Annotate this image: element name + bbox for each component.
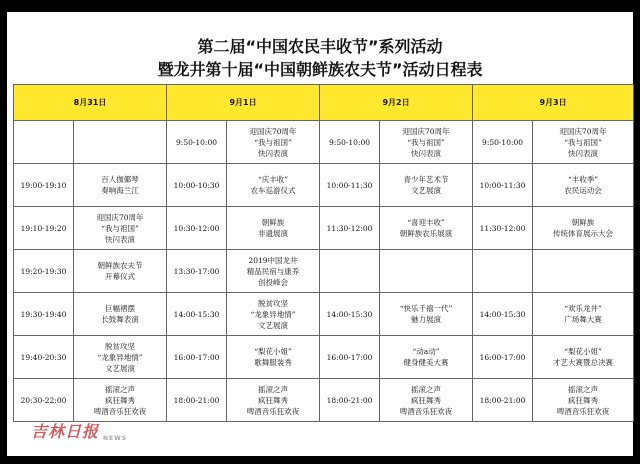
- time-cell-day-4: 14:00-15:30: [473, 293, 533, 336]
- event-line: 百人伽倻琴: [101, 175, 139, 184]
- time-cell-day-1: 19:20-19:30: [14, 250, 74, 293]
- event-line: 朝鲜族: [571, 218, 595, 227]
- page-title: 第二届“中国农民丰收节”系列活动: [197, 37, 443, 56]
- time-cell-day-1: 19:10-19:20: [14, 207, 74, 250]
- event-cell-day-1: [74, 121, 167, 164]
- table-row: [14, 336, 634, 379]
- event-line: 迎国庆70周年: [249, 126, 297, 136]
- event-cell-day-4: [533, 379, 634, 422]
- event-cell-day-3: [380, 164, 473, 207]
- event-cell-day-1: [74, 207, 167, 250]
- time-cell-day-2: 13:30-17:00: [167, 250, 227, 293]
- event-line: 文艺展演: [105, 363, 135, 373]
- event-line: 迎国庆70周年: [559, 126, 607, 136]
- header-day-3: 9月2日: [320, 85, 473, 121]
- event-line: 传统体育展示大会: [553, 229, 614, 238]
- event-line: 广场舞大赛: [564, 315, 602, 324]
- event-line: 才艺大赛暨总决赛: [553, 358, 614, 367]
- event-cell-day-2: [227, 164, 320, 207]
- event-line: 摇滚之声: [105, 384, 135, 394]
- event-line: “我与祖国”: [101, 223, 139, 233]
- event-cell-day-2: [227, 379, 320, 422]
- event-line: 快闪表演: [258, 148, 289, 158]
- time-cell-day-1: 20:30-22:00: [14, 379, 74, 422]
- event-line: 啤酒音乐狂欢夜: [246, 406, 300, 416]
- time-cell-day-2: 9:50-10:00: [167, 121, 227, 164]
- event-line: 疯狂舞秀: [568, 395, 599, 405]
- event-cell-day-4: [533, 336, 634, 379]
- event-line: 农民运动会: [564, 186, 602, 195]
- time-cell-day-4: [473, 250, 533, 293]
- event-line: 朝鲜族农夫节: [97, 261, 143, 270]
- event-line: 健身健美大赛: [403, 358, 449, 367]
- event-line: 青少年艺术节: [403, 175, 449, 184]
- header-day-4: 9月3日: [473, 85, 634, 121]
- event-line: “庆丰收”: [257, 175, 289, 184]
- event-line: 农车巡游仪式: [250, 186, 296, 195]
- event-line: 魅力展演: [411, 315, 442, 324]
- event-cell-day-3: [380, 121, 473, 164]
- event-line: 快闪表演: [568, 148, 599, 158]
- event-cell-day-4: [533, 121, 634, 164]
- event-line: 摇滚之声: [258, 384, 289, 394]
- event-cell-day-4: [533, 293, 634, 336]
- table-row: [14, 250, 634, 293]
- event-cell-day-2: [227, 336, 320, 379]
- event-line: “丰收季”: [567, 175, 599, 184]
- event-line: 巨幅褶摆: [105, 304, 135, 313]
- time-cell-day-3: 18:00-21:00: [320, 379, 380, 422]
- time-cell-day-1: 19:40-20:30: [14, 336, 74, 379]
- event-cell-day-4: [533, 207, 634, 250]
- event-cell-day-1: [74, 164, 167, 207]
- event-line: 疯狂舞秀: [105, 395, 135, 405]
- event-line: “我与祖国”: [254, 137, 292, 147]
- time-cell-day-4: 10:00-11:30: [473, 164, 533, 207]
- header-row: [14, 85, 634, 121]
- event-cell-day-2: [227, 207, 320, 250]
- event-line: 文艺展演: [258, 320, 289, 330]
- event-cell-day-1: [74, 336, 167, 379]
- event-cell-day-2: [227, 121, 320, 164]
- table-row: [14, 293, 634, 336]
- time-cell-day-1: 19:00-19:10: [14, 164, 74, 207]
- header-day-1: 8月31日: [14, 85, 167, 121]
- time-cell-day-3: 9:50-10:00: [320, 121, 380, 164]
- event-line: 脱贫攻坚: [258, 298, 289, 308]
- event-line: “我与祖国”: [407, 137, 445, 147]
- schedule-page: [7, 12, 633, 456]
- event-line: 摇滚之声: [568, 384, 599, 394]
- event-line: 迎国庆70周年: [96, 212, 144, 222]
- time-cell-day-4: 18:00-21:00: [473, 379, 533, 422]
- page-subtitle: 暨龙井第十届“中国朝鲜族农夫节”活动日程表: [157, 60, 483, 79]
- event-line: 朝鲜族农乐展演: [399, 229, 453, 238]
- event-line: “动a动”: [412, 347, 440, 356]
- header-day-2: 9月1日: [167, 85, 320, 121]
- watermark-logo: 吉林日报: [31, 422, 100, 441]
- event-line: 快闪表演: [411, 148, 442, 158]
- time-cell-day-1: 19:30-19:40: [14, 293, 74, 336]
- event-cell-day-3: [380, 250, 473, 293]
- event-line: “喜迎丰收”: [407, 218, 445, 227]
- time-cell-day-4: 11:30-12:00: [473, 207, 533, 250]
- event-cell-day-1: [74, 250, 167, 293]
- table-row: [14, 164, 634, 207]
- time-cell-day-3: [320, 250, 380, 293]
- event-line: 啤酒音乐狂欢夜: [399, 406, 453, 416]
- event-line: 2019中国龙井: [248, 255, 298, 265]
- table-row: [14, 207, 634, 250]
- event-line: 歌舞服装秀: [254, 358, 292, 367]
- event-cell-day-3: [380, 379, 473, 422]
- event-line: 疯狂舞秀: [258, 395, 289, 405]
- event-line: 奏响海兰江: [101, 186, 139, 195]
- event-cell-day-4: [533, 164, 634, 207]
- time-cell-day-1: [14, 121, 74, 164]
- event-line: 迎国庆70周年: [402, 126, 450, 136]
- time-cell-day-2: 10:00-10:30: [167, 164, 227, 207]
- event-cell-day-3: [380, 293, 473, 336]
- event-line: 啤酒音乐狂欢夜: [93, 406, 147, 416]
- time-cell-day-4: 16:00-17:00: [473, 336, 533, 379]
- time-cell-day-2: 16:00-17:00: [167, 336, 227, 379]
- event-line: 快闪表演: [105, 234, 135, 244]
- event-cell-day-3: [380, 207, 473, 250]
- time-cell-day-2: 10:30-12:00: [167, 207, 227, 250]
- event-line: 开幕仪式: [105, 272, 135, 281]
- event-line: 啤酒音乐狂欢夜: [556, 406, 610, 416]
- event-cell-day-3: [380, 336, 473, 379]
- event-line: “快乐千禧一代”: [399, 304, 453, 313]
- event-line: “梨花小姐”: [564, 347, 602, 356]
- event-line: 长鼓舞表演: [101, 315, 139, 324]
- time-cell-day-3: 16:00-17:00: [320, 336, 380, 379]
- event-line: “龙象异地情”: [250, 309, 296, 319]
- event-line: “我与祖国”: [564, 137, 602, 147]
- event-line: 创投峰会: [258, 277, 289, 287]
- time-cell-day-3: 10:00-11:30: [320, 164, 380, 207]
- event-line: “欢乐龙井”: [564, 304, 602, 313]
- event-cell-day-1: [74, 293, 167, 336]
- event-line: 文艺展演: [411, 186, 442, 195]
- event-cell-day-2: [227, 293, 320, 336]
- watermark-sub: NEWS: [103, 435, 128, 442]
- schedule-body: [14, 121, 634, 422]
- event-cell-day-2: [227, 250, 320, 293]
- schedule-table: [13, 84, 634, 422]
- event-line: “梨花小姐”: [254, 347, 292, 356]
- event-line: 脱贫攻坚: [105, 341, 135, 351]
- event-cell-day-1: [74, 379, 167, 422]
- time-cell-day-2: 14:00-15:30: [167, 293, 227, 336]
- event-cell-day-4: [533, 250, 634, 293]
- time-cell-day-3: 14:00-15:30: [320, 293, 380, 336]
- event-line: 摇滚之声: [411, 384, 442, 394]
- event-line: 疯狂舞秀: [411, 395, 442, 405]
- event-line: 精品民宿与康养: [246, 266, 300, 276]
- newspaper-watermark: [31, 419, 127, 442]
- time-cell-day-2: 18:00-21:00: [167, 379, 227, 422]
- event-line: 非遗展演: [258, 229, 289, 238]
- table-row: [14, 121, 634, 164]
- time-cell-day-3: 11:30-12:00: [320, 207, 380, 250]
- table-row: [14, 379, 634, 422]
- event-line: 朝鲜族: [261, 218, 285, 227]
- event-line: “龙象异地情”: [97, 352, 143, 362]
- time-cell-day-4: 9:50-10:00: [473, 121, 533, 164]
